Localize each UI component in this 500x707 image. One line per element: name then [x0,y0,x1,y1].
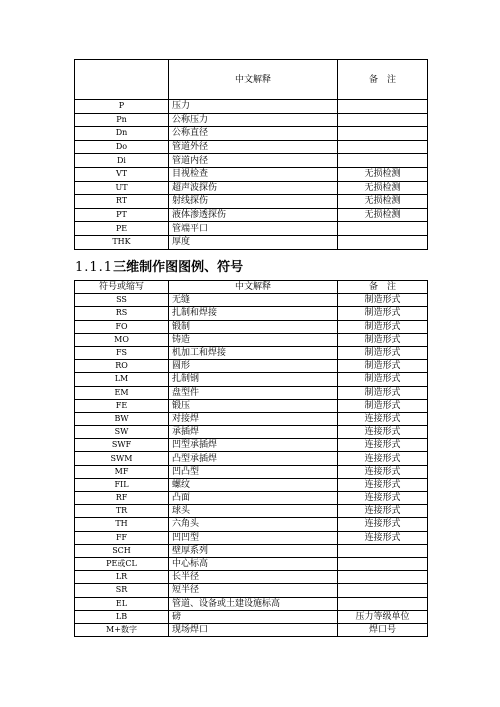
cell-explanation: 中心标高 [169,557,338,570]
cell-explanation: 对接焊 [169,412,338,425]
table-row [75,426,428,439]
cell-explanation: 公称直径 [169,127,338,141]
table-row [75,518,428,531]
cell-symbol: FS [75,346,169,359]
cell-explanation: 管道、设备或土建设施标高 [169,597,338,610]
cell-symbol: PE或CL [75,557,169,570]
cell-explanation: 六角头 [169,518,338,531]
table-row [75,452,428,465]
cell-explanation: 凹凹型 [169,531,338,544]
cell-explanation: 无缝 [169,294,338,307]
cell-symbol: VT [75,167,169,181]
cell-explanation: 管道内径 [169,154,338,168]
cell-symbol: SCH [75,544,169,557]
cell-symbol: RO [75,360,169,373]
cell-remark: 连接形式 [338,412,428,425]
table-row [75,505,428,518]
cell-explanation: 螺纹 [169,478,338,491]
table-row [75,307,428,320]
table-row [75,439,428,452]
cell-remark: 制造形式 [338,386,428,399]
cell-remark [338,571,428,584]
cell-remark: 连接形式 [338,478,428,491]
cell-remark [338,584,428,597]
table-row [75,412,428,425]
cell-remark: 连接形式 [338,518,428,531]
cell-remark: 连接形式 [338,452,428,465]
cell-explanation: 公称压力 [169,113,338,127]
table-row [75,113,428,127]
cell-remark: 连接形式 [338,492,428,505]
cell-symbol: Dn [75,127,169,141]
cell-symbol: Do [75,140,169,154]
cell-explanation: 扎制钢 [169,373,338,386]
header-remark: 备 注 [338,281,428,294]
cell-remark: 制造形式 [338,294,428,307]
cell-symbol: UT [75,181,169,195]
cell-remark: 连接形式 [338,426,428,439]
cell-explanation: 壁厚系列 [169,544,338,557]
cell-remark: 焊口号 [338,623,428,636]
cell-remark [338,113,428,127]
cell-remark: 制造形式 [338,373,428,386]
table-row [75,154,428,168]
header-explanation: 中文解释 [169,60,338,100]
cell-explanation: 盘型件 [169,386,338,399]
cell-symbol: Di [75,154,169,168]
table-row [75,360,428,373]
table-row [75,465,428,478]
abbreviation-table-1 [74,59,428,250]
cell-symbol: EM [75,386,169,399]
table-row [75,100,428,114]
cell-symbol: TH [75,518,169,531]
cell-symbol: P [75,100,169,114]
cell-symbol: PT [75,208,169,222]
cell-remark: 无损检测 [338,167,428,181]
cell-explanation: 现场焊口 [169,623,338,636]
cell-remark [338,140,428,154]
table-row [75,294,428,307]
cell-explanation: 锻压 [169,399,338,412]
cell-symbol: BW [75,412,169,425]
cell-explanation: 目视检查 [169,167,338,181]
header-symbol [75,60,169,100]
cell-remark: 无损检测 [338,208,428,222]
table-row [75,167,428,181]
cell-symbol: FO [75,320,169,333]
abbreviation-table-2 [74,280,428,637]
cell-explanation: 管道外径 [169,140,338,154]
cell-explanation: 磅 [169,610,338,623]
cell-symbol: LR [75,571,169,584]
cell-remark: 制造形式 [338,307,428,320]
table-row [75,597,428,610]
cell-symbol: SWF [75,439,169,452]
cell-remark: 连接形式 [338,505,428,518]
cell-explanation: 凸面 [169,492,338,505]
table-row [75,346,428,359]
section-heading [75,256,243,275]
cell-remark: 制造形式 [338,333,428,346]
cell-remark: 无损检测 [338,195,428,209]
cell-symbol: RF [75,492,169,505]
cell-symbol: FIL [75,478,169,491]
cell-remark [338,222,428,236]
cell-explanation: 长半径 [169,571,338,584]
cell-symbol: EL [75,597,169,610]
table-row [75,531,428,544]
table-row [75,222,428,236]
cell-symbol: M+数字 [75,623,169,636]
table-row [75,181,428,195]
cell-explanation: 管端平口 [169,222,338,236]
table-row [75,208,428,222]
cell-remark: 制造形式 [338,399,428,412]
cell-remark: 无损检测 [338,181,428,195]
cell-remark [338,597,428,610]
cell-remark [338,544,428,557]
cell-explanation: 机加工和焊接 [169,346,338,359]
cell-remark: 连接形式 [338,439,428,452]
cell-explanation: 短半径 [169,584,338,597]
cell-explanation: 厚度 [169,235,338,249]
cell-symbol: TR [75,505,169,518]
section-title: 三维制作图图例、符号 [113,260,244,275]
cell-symbol: Pn [75,113,169,127]
table-row [75,195,428,209]
table-header-row [75,281,428,294]
section-number: 1.1.1 [75,260,114,275]
table-header-row [75,60,428,100]
cell-explanation: 液体渗透探伤 [169,208,338,222]
table-row [75,610,428,623]
cell-explanation: 超声波探伤 [169,181,338,195]
cell-remark [338,154,428,168]
cell-explanation: 凹凸型 [169,465,338,478]
cell-symbol: RS [75,307,169,320]
table-row [75,571,428,584]
cell-symbol: LM [75,373,169,386]
cell-explanation: 圆形 [169,360,338,373]
table-row [75,557,428,570]
table-row [75,492,428,505]
header-symbol: 符号或缩写 [75,281,169,294]
table-row [75,584,428,597]
table-row [75,127,428,141]
cell-remark: 压力等级单位 [338,610,428,623]
cell-remark [338,235,428,249]
table-row [75,623,428,636]
table-row [75,544,428,557]
table-row [75,320,428,333]
cell-symbol: LB [75,610,169,623]
table-row [75,140,428,154]
table-row [75,235,428,249]
cell-symbol: FF [75,531,169,544]
cell-remark: 连接形式 [338,465,428,478]
cell-explanation: 凸型承插焊 [169,452,338,465]
cell-symbol: FE [75,399,169,412]
cell-remark [338,127,428,141]
cell-explanation: 扎制和焊接 [169,307,338,320]
cell-explanation: 球头 [169,505,338,518]
table-row [75,399,428,412]
cell-explanation: 铸造 [169,333,338,346]
cell-remark: 制造形式 [338,320,428,333]
cell-explanation: 压力 [169,100,338,114]
table-row [75,373,428,386]
cell-symbol: SWM [75,452,169,465]
cell-symbol: SR [75,584,169,597]
cell-explanation: 锻制 [169,320,338,333]
cell-symbol: PE [75,222,169,236]
cell-symbol: RT [75,195,169,209]
table-row [75,478,428,491]
cell-symbol: SW [75,426,169,439]
header-explanation: 中文解释 [169,281,338,294]
header-remark: 备 注 [338,60,428,100]
cell-symbol: MF [75,465,169,478]
cell-remark: 连接形式 [338,531,428,544]
cell-symbol: SS [75,294,169,307]
cell-symbol: THK [75,235,169,249]
cell-remark: 制造形式 [338,346,428,359]
cell-remark [338,557,428,570]
cell-remark: 制造形式 [338,360,428,373]
cell-explanation: 射线探伤 [169,195,338,209]
cell-explanation: 凹型承插焊 [169,439,338,452]
cell-explanation: 承插焊 [169,426,338,439]
table-row [75,386,428,399]
cell-remark [338,100,428,114]
table-row [75,333,428,346]
cell-symbol: MO [75,333,169,346]
